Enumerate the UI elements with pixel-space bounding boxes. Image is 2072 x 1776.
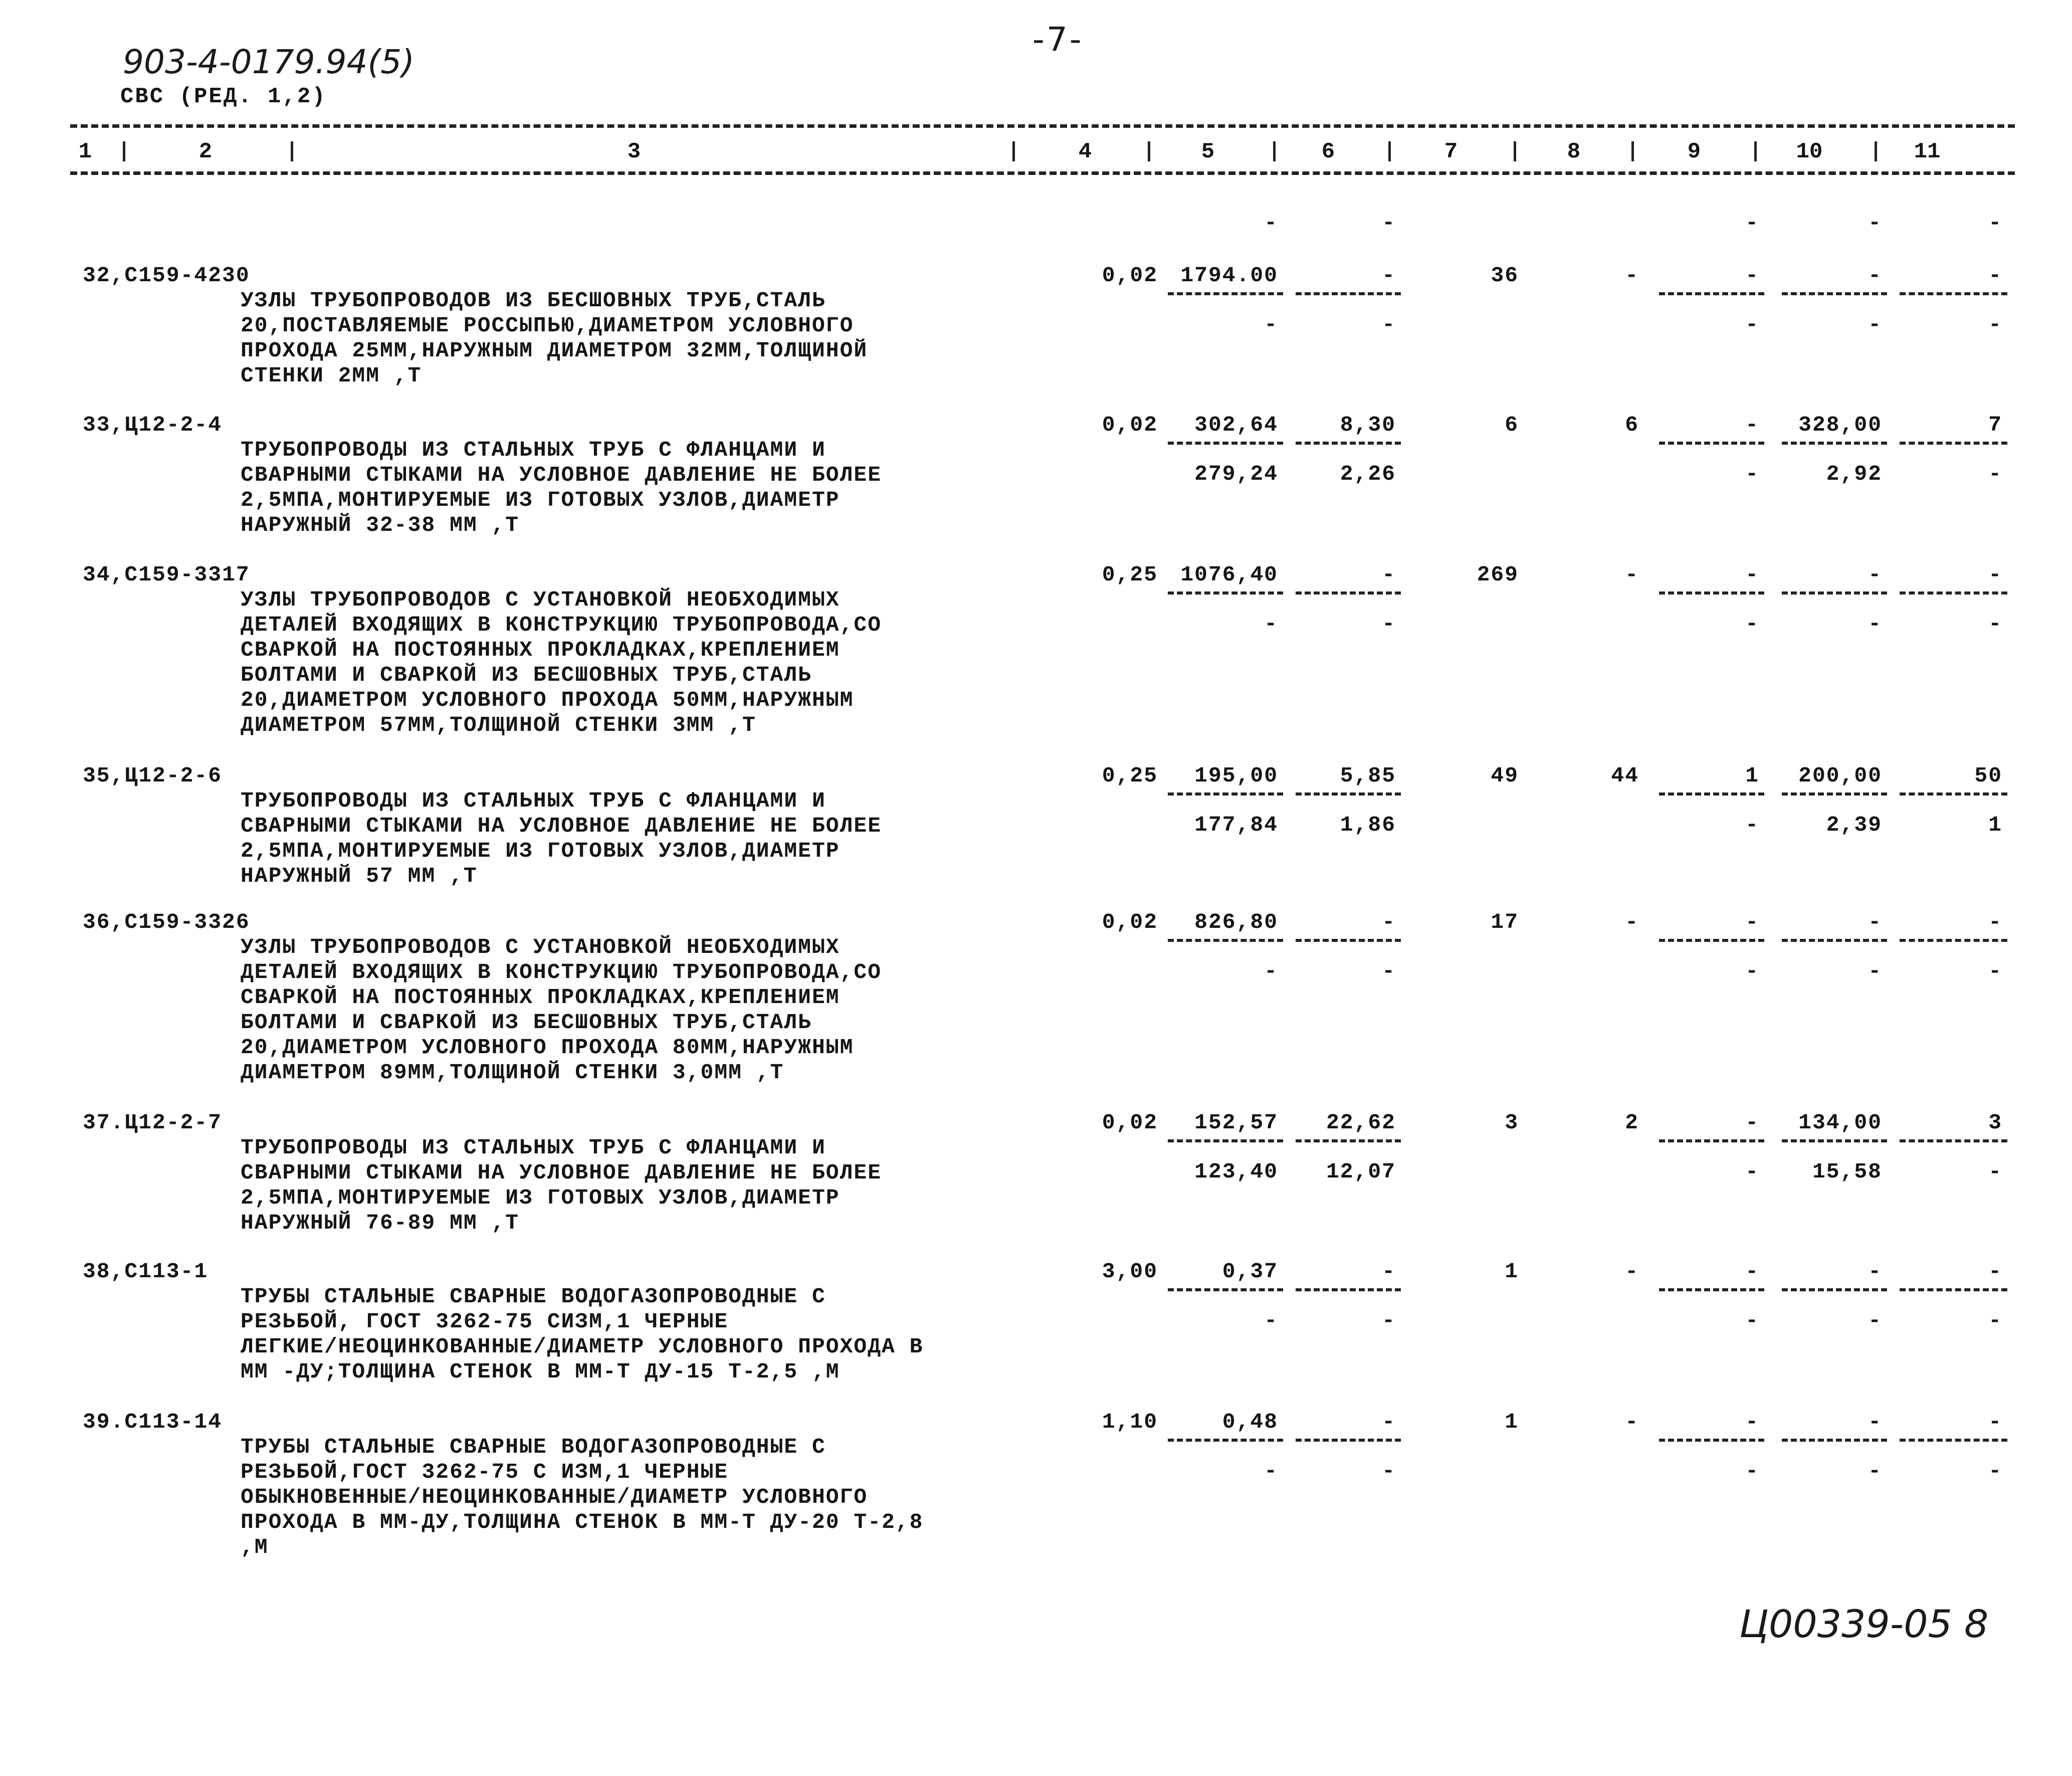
cell-c6: - xyxy=(1382,263,1396,288)
cell-c10b: - xyxy=(1868,312,1882,337)
fraction-line xyxy=(1900,292,2007,295)
cell-c5: 0,37 xyxy=(1222,1259,1278,1284)
cell-c9b: - xyxy=(1745,1459,1759,1483)
fraction-line xyxy=(1168,793,1283,796)
cell-c9: - xyxy=(1745,263,1759,288)
cell-c11b: - xyxy=(1988,1459,2002,1483)
cell-c9b: - xyxy=(1745,1308,1759,1333)
cell-c7: 269 xyxy=(1477,562,1519,587)
cell-c10: - xyxy=(1868,263,1882,288)
row-description: УЗЛЫ ТРУБОПРОВОДОВ С УСТАНОВКОЙ НЕОБХОДИМЫХ ДЕТАЛЕЙ ВХОДЯЩИХ В КОНСТРУКЦИЮ ТРУБОПРОВОДА,СО СВАРКОЙ НА ПОСТОЯННЫХ ПРОКЛАДКАХ,КРЕПЛЕНИЕМ БОЛТАМИ И СВАРКОЙ ИЗ БЕСШОВНЫХ ТРУБ,СТАЛЬ 20,ДИАМЕТРОМ УСЛОВНОГО ПРОХОДА 50ММ,НАРУЖНЫМ ДИАМЕТРОМ 57ММ,ТОЛЩИНОЙ СТЕНКИ 3ММ ,Т xyxy=(241,587,882,737)
column-separator xyxy=(123,141,125,161)
row-code: 32,С159-4230 xyxy=(83,263,250,288)
column-header-7: 7 xyxy=(1444,139,1458,164)
fraction-line xyxy=(1900,939,2007,942)
cell-c11b: - xyxy=(1988,1308,2002,1333)
cell-c9: - xyxy=(1745,1410,1759,1434)
cell-c7: 1 xyxy=(1505,1410,1519,1434)
cell-c6b: - xyxy=(1382,959,1396,983)
column-header-10: 10 xyxy=(1796,139,1823,164)
fraction-line xyxy=(1782,939,1887,942)
fraction-line xyxy=(1782,442,1887,445)
cell-c10b: 15,58 xyxy=(1812,1159,1882,1184)
column-header-2: 2 xyxy=(198,139,213,164)
cell-c4: 0,02 xyxy=(1102,910,1158,934)
cell-c5: 1076,40 xyxy=(1180,562,1278,587)
row-code: 35,Ц12-2-6 xyxy=(83,763,223,788)
cell-c9: - xyxy=(1745,562,1759,587)
cell-c9: - xyxy=(1745,211,1759,235)
cell-c5: 0,48 xyxy=(1222,1410,1278,1434)
cell-c11: 7 xyxy=(1988,413,2002,437)
cell-c6b: - xyxy=(1382,1459,1396,1483)
cell-c5: 152,57 xyxy=(1194,1110,1278,1135)
row-description: ТРУБОПРОВОДЫ ИЗ СТАЛЬНЫХ ТРУБ С ФЛАНЦАМИ И СВАРНЫМИ СТЫКАМИ НА УСЛОВНОЕ ДАВЛЕНИЕ НЕ БОЛЕЕ 2,5МПА,МОНТИРУЕМЫЕ ИЗ ГОТОВЫХ УЗЛОВ,ДИАМЕТР НАРУЖНЫЙ 76-89 ММ ,Т xyxy=(241,1135,882,1235)
cell-c11b: 1 xyxy=(1988,813,2002,837)
cell-c10: - xyxy=(1868,910,1882,934)
cell-c5: 1794.00 xyxy=(1180,263,1278,288)
fraction-line xyxy=(1782,1139,1887,1142)
cell-c11: 3 xyxy=(1988,1110,2002,1135)
column-header-1: 1 xyxy=(78,139,92,164)
cell-c11: - xyxy=(1988,562,2002,587)
fraction-line xyxy=(1782,1439,1887,1442)
fraction-line xyxy=(1296,1139,1401,1142)
cell-c5b: - xyxy=(1264,312,1278,337)
cell-c7: 36 xyxy=(1491,263,1519,288)
cell-c9: - xyxy=(1745,1259,1759,1284)
row-description: УЗЛЫ ТРУБОПРОВОДОВ С УСТАНОВКОЙ НЕОБХОДИМЫХ ДЕТАЛЕЙ ВХОДЯЩИХ В КОНСТРУКЦИЮ ТРУБОПРОВОДА,СО СВАРКОЙ НА ПОСТОЯННЫХ ПРОКЛАДКАХ,КРЕПЛЕНИЕМ БОЛТАМИ И СВАРКОЙ ИЗ БЕСШОВНЫХ ТРУБ,СТАЛЬ 20,ДИАМЕТРОМ УСЛОВНОГО ПРОХОДА 80ММ,НАРУЖНЫМ ДИАМЕТРОМ 89ММ,ТОЛЩИНОЙ СТЕНКИ 3,0ММ ,Т xyxy=(241,935,882,1085)
column-separator xyxy=(1388,141,1391,161)
cell-c6: - xyxy=(1382,211,1396,235)
cell-c8: 6 xyxy=(1625,413,1639,437)
cell-c11b: - xyxy=(1988,1159,2002,1184)
cell-c9: 1 xyxy=(1745,763,1759,788)
cell-c11b: - xyxy=(1988,612,2002,636)
column-header-9: 9 xyxy=(1687,139,1701,164)
fraction-line xyxy=(1296,1288,1401,1291)
fraction-line xyxy=(1659,1139,1764,1142)
column-header-5: 5 xyxy=(1201,139,1215,164)
row-description: ТРУБЫ СТАЛЬНЫЕ СВАРНЫЕ ВОДОГАЗОПРОВОДНЫЕ С РЕЗЬБОЙ,ГОСТ 3262-75 С ИЗМ,1 ЧЕРНЫЕ ОБЫКНОВЕННЫЕ/НЕОЦИНКОВАННЫЕ/ДИАМЕТР УСЛОВНОГО ПРОХОДА В ММ-ДУ,ТОЛЩИНА СТЕНОК В ММ-Т ДУ-20 Т-2,8 ,М xyxy=(241,1435,924,1559)
column-separator xyxy=(1754,141,1757,161)
page-number: -7- xyxy=(1032,20,1084,59)
cell-c5: 302,64 xyxy=(1194,413,1278,437)
cell-c10b: - xyxy=(1868,1459,1882,1483)
fraction-line xyxy=(1782,1288,1887,1291)
cell-c4: 0,25 xyxy=(1102,763,1158,788)
cell-c6b: - xyxy=(1382,312,1396,337)
cell-c6: 5,85 xyxy=(1340,763,1396,788)
cell-c9b: - xyxy=(1745,959,1759,983)
cell-c10b: 2,92 xyxy=(1826,462,1882,486)
cell-c6: - xyxy=(1382,910,1396,934)
row-description: ТРУБОПРОВОДЫ ИЗ СТАЛЬНЫХ ТРУБ С ФЛАНЦАМИ И СВАРНЫМИ СТЫКАМИ НА УСЛОВНОЕ ДАВЛЕНИЕ НЕ БОЛЕЕ 2,5МПА,МОНТИРУЕМЫЕ ИЗ ГОТОВЫХ УЗЛОВ,ДИАМЕТР НАРУЖНЫЙ 57 ММ ,Т xyxy=(241,788,882,888)
cell-c9b: - xyxy=(1745,312,1759,337)
cell-c11: - xyxy=(1988,263,2002,288)
cell-c9b: - xyxy=(1745,612,1759,636)
fraction-line xyxy=(1296,1439,1401,1442)
row-code: 37.Ц12-2-7 xyxy=(83,1110,223,1135)
fraction-line xyxy=(1168,939,1283,942)
fraction-line xyxy=(1659,793,1764,796)
cell-c6: 22,62 xyxy=(1326,1110,1396,1135)
cell-c4: 1,10 xyxy=(1102,1410,1158,1434)
column-header-4: 4 xyxy=(1078,139,1092,164)
cell-c9: - xyxy=(1745,1110,1759,1135)
cell-c7: 3 xyxy=(1505,1110,1519,1135)
column-separator xyxy=(1012,141,1015,161)
cell-c11: - xyxy=(1988,1410,2002,1434)
cell-c4: 0,02 xyxy=(1102,413,1158,437)
row-code: 38,С113-1 xyxy=(83,1259,209,1284)
row-code: 39.С113-14 xyxy=(83,1410,223,1434)
column-header-3: 3 xyxy=(627,139,641,164)
cell-c6: - xyxy=(1382,562,1396,587)
cell-c5b: 279,24 xyxy=(1194,462,1278,486)
fraction-line xyxy=(1168,1439,1283,1442)
fraction-line xyxy=(1900,591,2007,595)
fraction-line xyxy=(1782,591,1887,595)
cell-c7: 6 xyxy=(1505,413,1519,437)
cell-c10: - xyxy=(1868,562,1882,587)
cell-c4: 3,00 xyxy=(1102,1259,1158,1284)
cell-c10: - xyxy=(1868,1410,1882,1434)
cell-c8: 2 xyxy=(1625,1110,1639,1135)
cell-c5b: - xyxy=(1264,612,1278,636)
fraction-line xyxy=(1900,793,2007,796)
fraction-line xyxy=(1659,939,1764,942)
cell-c8: 44 xyxy=(1611,763,1639,788)
cell-c6b: 1,86 xyxy=(1340,813,1396,837)
column-separator xyxy=(291,141,293,161)
cell-c7: 49 xyxy=(1491,763,1519,788)
cell-c5: 826,80 xyxy=(1194,910,1278,934)
row-code: 34,С159-3317 xyxy=(83,562,250,587)
fraction-line xyxy=(1296,292,1401,295)
column-separator xyxy=(1148,141,1150,161)
cell-c9b: - xyxy=(1745,1159,1759,1184)
cell-c7: 1 xyxy=(1505,1259,1519,1284)
cell-c11: - xyxy=(1988,211,2002,235)
fraction-line xyxy=(1782,292,1887,295)
cell-c5b: 123,40 xyxy=(1194,1159,1278,1184)
cell-c5: - xyxy=(1264,211,1278,235)
cell-c8: - xyxy=(1625,1259,1639,1284)
cell-c5b: - xyxy=(1264,1308,1278,1333)
column-header-6: 6 xyxy=(1321,139,1335,164)
column-separator xyxy=(1631,141,1634,161)
fraction-line xyxy=(1168,591,1283,595)
row-description: УЗЛЫ ТРУБОПРОВОДОВ ИЗ БЕСШОВНЫХ ТРУБ,СТАЛЬ 20,ПОСТАВЛЯЕМЫЕ РОССЫПЬЮ,ДИАМЕТРОМ УСЛОВНОГО ПРОХОДА 25ММ,НАРУЖНЫМ ДИАМЕТРОМ 32ММ,ТОЛЩИНОЙ СТЕНКИ 2ММ ,Т xyxy=(241,288,868,388)
column-header-8: 8 xyxy=(1567,139,1581,164)
column-separator xyxy=(1273,141,1276,161)
document-id: 903-4-0179.94(5) xyxy=(123,43,415,81)
cell-c6: - xyxy=(1382,1259,1396,1284)
fraction-line xyxy=(1659,292,1764,295)
cell-c6: - xyxy=(1382,1410,1396,1434)
fraction-line xyxy=(1900,1139,2007,1142)
cell-c6: 8,30 xyxy=(1340,413,1396,437)
row-code: 33,Ц12-2-4 xyxy=(83,413,223,437)
cell-c11: - xyxy=(1988,1259,2002,1284)
cell-c10: 328,00 xyxy=(1798,413,1882,437)
cell-c10: - xyxy=(1868,211,1882,235)
fraction-line xyxy=(1296,939,1401,942)
fraction-line xyxy=(1168,442,1283,445)
cell-c4: 0,02 xyxy=(1102,263,1158,288)
cell-c6b: - xyxy=(1382,612,1396,636)
fraction-line xyxy=(1659,442,1764,445)
row-description: ТРУБЫ СТАЛЬНЫЕ СВАРНЫЕ ВОДОГАЗОПРОВОДНЫЕ С РЕЗЬБОЙ, ГОСТ 3262-75 СИЗМ,1 ЧЕРНЫЕ ЛЕГКИЕ/НЕОЦИНКОВАННЫЕ/ДИАМЕТР УСЛОВНОГО ПРОХОДА В ММ -ДУ;ТОЛЩИНА СТЕНОК В ММ-Т ДУ-15 Т-2,5 ,М xyxy=(241,1284,924,1384)
fraction-line xyxy=(1296,442,1401,445)
fraction-line xyxy=(1168,1288,1283,1291)
cell-c9b: - xyxy=(1745,813,1759,837)
cell-c8: - xyxy=(1625,1410,1639,1434)
cell-c5: 195,00 xyxy=(1194,763,1278,788)
footer-code: Ц00339-05 8 xyxy=(1739,1602,1989,1646)
fraction-line xyxy=(1900,1288,2007,1291)
cell-c7: 17 xyxy=(1491,910,1519,934)
fraction-line xyxy=(1296,591,1401,595)
header-rule-top xyxy=(70,124,2015,128)
cell-c8: - xyxy=(1625,562,1639,587)
cell-c6b: - xyxy=(1382,1308,1396,1333)
cell-c10b: 2,39 xyxy=(1826,813,1882,837)
cell-c5b: - xyxy=(1264,959,1278,983)
cell-c11: 50 xyxy=(1974,763,2002,788)
cell-c11: - xyxy=(1988,910,2002,934)
cell-c9: - xyxy=(1745,910,1759,934)
cell-c8: - xyxy=(1625,263,1639,288)
cell-c8: - xyxy=(1625,910,1639,934)
cell-c11b: - xyxy=(1988,462,2002,486)
cell-c10: 134,00 xyxy=(1798,1110,1882,1135)
cell-c10b: - xyxy=(1868,612,1882,636)
column-separator xyxy=(1514,141,1516,161)
column-header-11: 11 xyxy=(1914,139,1941,164)
cell-c6b: 2,26 xyxy=(1340,462,1396,486)
row-code: 36,С159-3326 xyxy=(83,910,250,934)
fraction-line xyxy=(1659,591,1764,595)
cell-c6b: 12,07 xyxy=(1326,1159,1396,1184)
fraction-line xyxy=(1900,1439,2007,1442)
cell-c4: 0,02 xyxy=(1102,1110,1158,1135)
row-description: ТРУБОПРОВОДЫ ИЗ СТАЛЬНЫХ ТРУБ С ФЛАНЦАМИ И СВАРНЫМИ СТЫКАМИ НА УСЛОВНОЕ ДАВЛЕНИЕ НЕ БОЛЕЕ 2,5МПА,МОНТИРУЕМЫЕ ИЗ ГОТОВЫХ УЗЛОВ,ДИАМЕТР НАРУЖНЫЙ 32-38 ММ ,Т xyxy=(241,438,882,537)
cell-c9b: - xyxy=(1745,462,1759,486)
cell-c9: - xyxy=(1745,413,1759,437)
fraction-line xyxy=(1168,292,1283,295)
fraction-line xyxy=(1168,1139,1283,1142)
document-subtitle: СВС (РЕД. 1,2) xyxy=(120,84,327,109)
cell-c10b: - xyxy=(1868,959,1882,983)
cell-c11b: - xyxy=(1988,959,2002,983)
cell-c4: 0,25 xyxy=(1102,562,1158,587)
header-rule-bottom xyxy=(70,171,2015,175)
cell-c10: 200,00 xyxy=(1798,763,1882,788)
fraction-line xyxy=(1296,793,1401,796)
cell-c5b: - xyxy=(1264,1459,1278,1483)
cell-c10b: - xyxy=(1868,1308,1882,1333)
cell-c10: - xyxy=(1868,1259,1882,1284)
cell-c11b: - xyxy=(1988,312,2002,337)
cell-c5b: 177,84 xyxy=(1194,813,1278,837)
fraction-line xyxy=(1659,1288,1764,1291)
column-separator xyxy=(1875,141,1877,161)
fraction-line xyxy=(1659,1439,1764,1442)
fraction-line xyxy=(1782,793,1887,796)
fraction-line xyxy=(1900,442,2007,445)
